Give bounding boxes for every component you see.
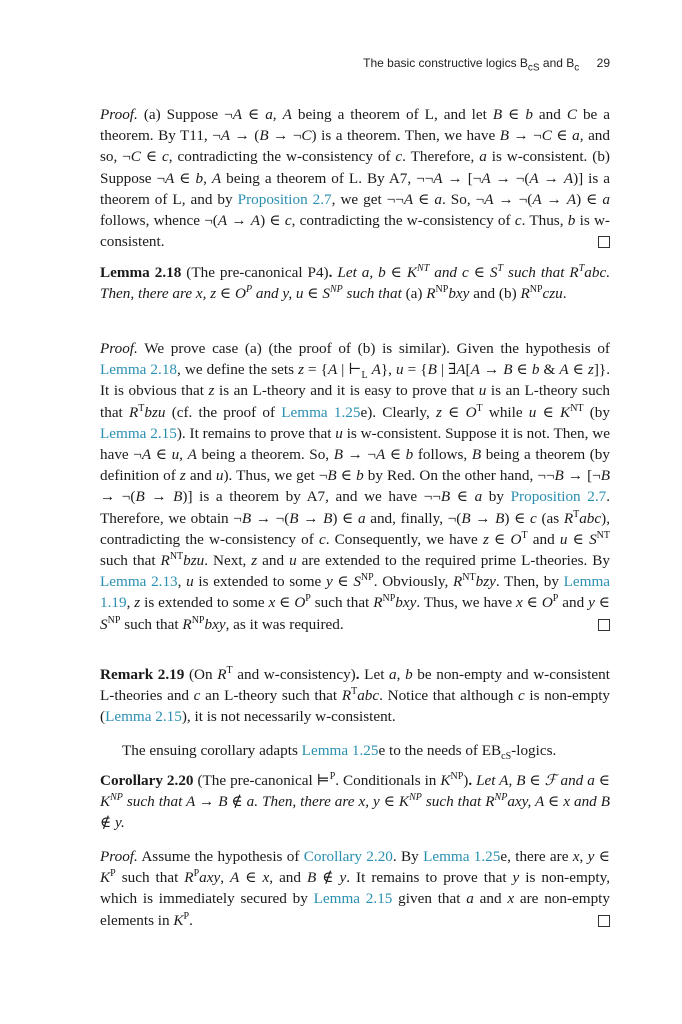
qed-box [598,915,610,927]
corollary-statement: Let A, B ∈ ℱ and a ∈ $K^{NP}$ such that A → B ∉ a. Then, there are x, y ∈ $K^{NP}$ such that $R^{NP}axy$, A ∈ x and B ∉ y. [100,772,611,832]
proof-block-3: Proof. Assume the hypothesis of Corollary 2.20. By Lemma 1.25e, there are x, y ∈ $K^P$ such that $R^Paxy$, A ∈ x, and B ∉ y. It remains to prove that y is non-empty, which is immediately secured by Lemma 2.15 given that a and x are non-empty elements in $K^P$. [100,848,611,929]
page-number: 29 [596,56,610,70]
corollary-label: Corollary 2.20 [100,772,194,789]
lemma-label: Lemma 2.18 [100,264,182,281]
link-lemma-2-15[interactable]: Lemma 2.15 [100,424,177,442]
lemma-statement: Let a, b ∈ $K^{NT}$ and c ∈ $S^T$ such that $R^Tabc$. Then, there are x, z ∈ $O^P$ and y, u ∈ $S^{NP}$ such that [100,262,611,303]
proof-block-1: Proof. (a) Suppose ¬A ∈ a, A being a theorem of L, and let B ∈ b and C be a theorem. By T11, ¬A → (B → ¬C) is a theorem. Then, we have B → ¬C ∈ a, and so, ¬C ∈ c, contradicting the w-consistency of c. Therefore, a is w-consistent. (b) Suppose ¬A ∈ b, A being a theorem of L. By A7, ¬¬A → [¬A → ¬(A → A)] is a theorem of L, and by Proposition 2.7, we get ¬¬A ∈ a. So, ¬A → ¬(A → A) ∈ a follows, whence ¬(A → A) ∈ c, contradicting the w-consistency of c. Thus, b is w-consistent. [100,106,611,251]
lemma-2-18: Lemma 2.18 (The pre-canonical P4). Let a, b ∈ $K^{NT}$ and c ∈ $S^T$ such that $R^Tabc$. Then, there are x, z ∈ $O^P$ and y, u ∈ $S^{NP}$ such that (a) $R^{NP}bxy$ and (b) $R^{NP}czu$. [100,262,611,303]
remark-2-19: Remark 2.19 (On $R^T$ and w-consistency). Let a, b be non-empty and w-consistent L-theories and c an L-theory such that $R^Tabc$. Notice that although c is non-empty (Lemma 2.15), it is not necessarily w-consistent. [100,664,611,726]
proof-label: Proof. [100,340,138,357]
link-lemma-1-25[interactable]: Lemma 1.25 [281,403,361,421]
link-proposition-2-7[interactable]: Proposition 2.7 [510,488,607,506]
qed-box [598,236,610,248]
ensuing-paragraph: The ensuing corollary adapts Lemma 1.25e to the needs of $EB_{cS}$-logics. [122,742,557,763]
link-lemma-2-13[interactable]: Lemma 2.13 [100,573,178,591]
corollary-2-20: Corollary 2.20 (The pre-canonical ⊨$^P$. Conditionals in $K^{NP}$). Let A, B ∈ ℱ and a ∈ $K^{NP}$ such that A → B ∉ a. Then, there are x, y ∈ $K^{NP}$ such that $R^{NP}axy$, A ∈ x and B ∉ y. [100,770,611,832]
proof-label: Proof. [100,106,138,123]
qed-box [598,619,610,631]
proof-label: Proof. [100,848,138,865]
running-title: The basic constructive logics $B_{cS}$ and $B_c$ [363,56,580,74]
link-corollary-2-20[interactable]: Corollary 2.20 [303,848,393,865]
link-lemma-1-25[interactable]: Lemma 1.25 [423,848,501,865]
lemma-paren: (The pre-canonical P4). [186,264,333,281]
link-lemma-1-19[interactable]: Lemma 1.19 [100,573,611,612]
link-lemma-1-25[interactable]: Lemma 1.25 [301,742,379,759]
link-lemma-2-15[interactable]: Lemma 2.15 [105,708,182,726]
running-header [363,56,610,74]
link-lemma-2-18[interactable]: Lemma 2.18 [100,361,178,379]
link-proposition-2-7[interactable]: Proposition 2.7 [237,190,332,208]
remark-label: Remark 2.19 [100,666,185,683]
proof-block-2: Proof. We prove case (a) (the proof of (b) is similar). Given the hypothesis of Lemma 2.18, we define the sets z = {A | $⊢_L$ A}, u = {B | ∃A[A → B ∈ b & A ∈ z]}. It is obvious that z is an L-theory and it is easy to prove that u is an L-theory such that $R^Tbzu$ (cf. the proof of Lemma 1.25e). Clearly, z ∈ $O^T$ while u ∈ $K^{NT}$ (by Lemma 2.15). It remains to prove that u is w-consistent. Suppose it is not. Then, we have ¬A ∈ u, A being a theorem. So, B → ¬A ∈ b follows, B being a theorem (by definition of z and u). Thus, we get ¬B ∈ b by Red. On the other hand, ¬¬B → [¬B → ¬(B → B)] is a theorem by A7, and we have ¬¬B ∈ a by Proposition 2.7. Therefore, we obtain ¬B → ¬(B → B) ∈ a and, finally, ¬(B → B) ∈ c (as $R^Tabc$), contradicting the w-consistency of c. Consequently, we have z ∈ $O^T$ and u ∈ $S^{NT}$ such that $R^{NT}bzu$. Next, z and u are extended to the required prime L-theories. By Lemma 2.13, u is extended to some y ∈ $S^{NP}$. Obviously, $R^{NT}bzy$. Then, by Lemma 1.19, z is extended to some x ∈ $O^P$ such that $R^{NP}bxy$. Thus, we have x ∈ $O^P$ and y ∈ $S^{NP}$ such that $R^{NP}bxy$, as it was required. [100,340,611,633]
link-lemma-2-15[interactable]: Lemma 2.15 [313,890,393,908]
